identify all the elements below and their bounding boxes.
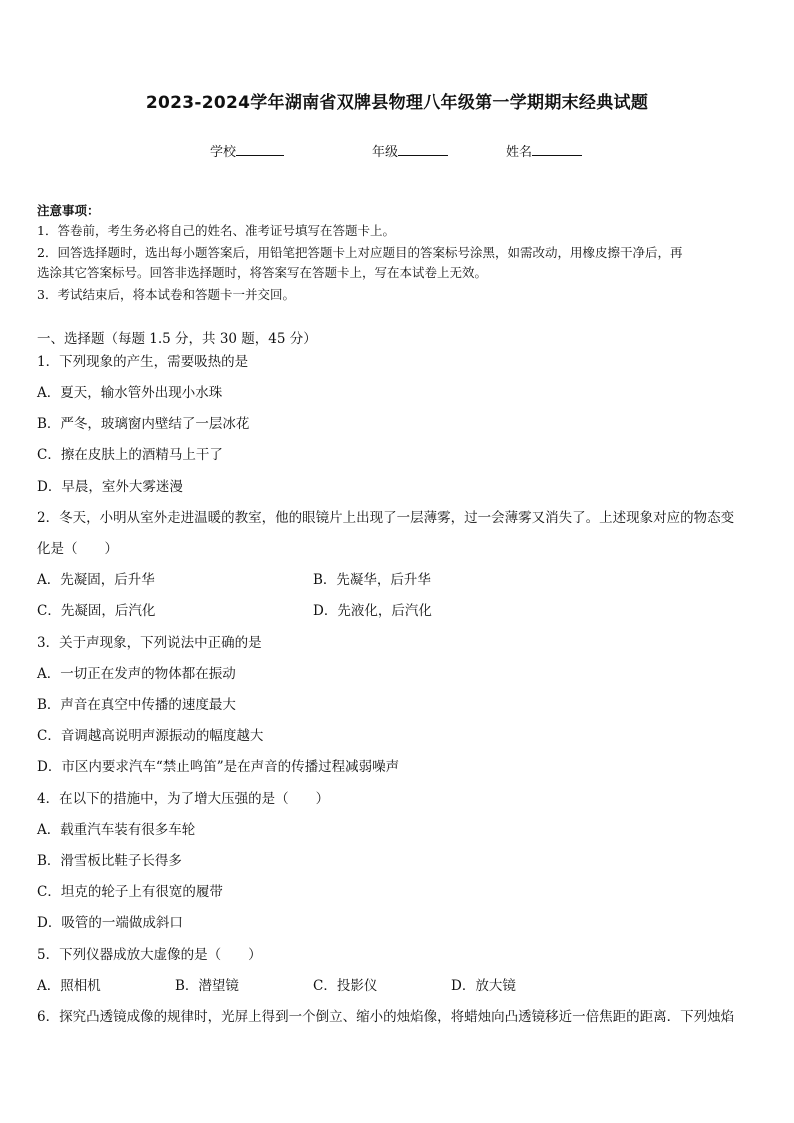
option: A．载重汽车装有很多车轮 [37, 822, 196, 838]
note-item: 1．答卷前，考生务必将自己的姓名、准考证号填写在答题卡上。 [37, 223, 395, 238]
grade-label: 年级 [372, 145, 399, 160]
option: D．早晨，室外大雾迷漫 [37, 479, 183, 495]
option: C．坦克的轮子上有很宽的履带 [37, 884, 223, 900]
note-item: 3．考试结束后，将本试卷和答题卡一并交回。 [37, 287, 295, 302]
option: B．先凝华，后升华 [313, 572, 431, 588]
school-blank[interactable] [236, 143, 284, 156]
grade-field [372, 141, 448, 160]
option: B．严冬，玻璃窗内壁结了一层冰花 [37, 416, 250, 432]
question-stem: 1．下列现象的产生，需要吸热的是 [37, 354, 249, 370]
section-header: 一、选择题（每题 1.5 分，共 30 题，45 分） [37, 331, 317, 347]
option: A．照相机 [37, 978, 101, 994]
option: D．市区内要求汽车“禁止鸣笛”是在声音的传播过程减弱噪声 [37, 759, 400, 775]
option: D．吸管的一端做成斜口 [37, 915, 183, 931]
option: A．先凝固，后升华 [37, 572, 155, 588]
question-stem: 5．下列仪器成放大虚像的是（ ） [37, 947, 262, 963]
school-field [210, 141, 284, 160]
option: D．先液化，后汽化 [313, 603, 432, 619]
question-stem: 3．关于声现象，下列说法中正确的是 [37, 635, 262, 651]
exam-title: 2023-2024学年湖南省双牌县物理八年级第一学期期末经典试题 [145, 93, 649, 113]
option: C．擦在皮肤上的酒精马上干了 [37, 447, 223, 463]
option: C．音调越高说明声源振动的幅度越大 [37, 728, 264, 744]
question-stem: 6．探究凸透镜成像的规律时，光屏上得到一个倒立、缩小的烛焰像，将蜡烛向凸透镜移近一倍焦距的距离．下列烛焰 [37, 1009, 735, 1025]
option: C．先凝固，后汽化 [37, 603, 156, 619]
option: A．一切正在发声的物体都在振动 [37, 666, 236, 682]
option: B．滑雪板比鞋子长得多 [37, 853, 182, 869]
question-stem-continued: 化是（ ） [37, 541, 118, 557]
note-item: 2．回答选择题时，选出每小题答案后，用铅笔把答题卡上对应题目的答案标号涂黑，如需改动，用橡皮擦干净后，再 [37, 245, 683, 260]
grade-blank[interactable] [398, 143, 448, 156]
option: A．夏天，输水管外出现小水珠 [37, 385, 223, 401]
name-field [506, 141, 582, 160]
option: B．潜望镜 [175, 978, 239, 994]
name-label: 姓名 [506, 145, 533, 160]
school-label: 学校 [210, 145, 237, 160]
note-item: 选涂其它答案标号。回答非选择题时，将答案写在答题卡上，写在本试卷上无效。 [37, 265, 488, 280]
question-stem: 2．冬天，小明从室外走进温暖的教室，他的眼镜片上出现了一层薄雾，过一会薄雾又消失了。上述现象对应的物态变 [37, 510, 735, 526]
name-blank[interactable] [532, 143, 582, 156]
option: C．投影仪 [313, 978, 378, 994]
notes-header: 注意事项： [37, 203, 100, 218]
question-stem: 4．在以下的措施中，为了增大压强的是（ ） [37, 791, 330, 807]
option: B．声音在真空中传播的速度最大 [37, 697, 236, 713]
option: D．放大镜 [451, 978, 516, 994]
